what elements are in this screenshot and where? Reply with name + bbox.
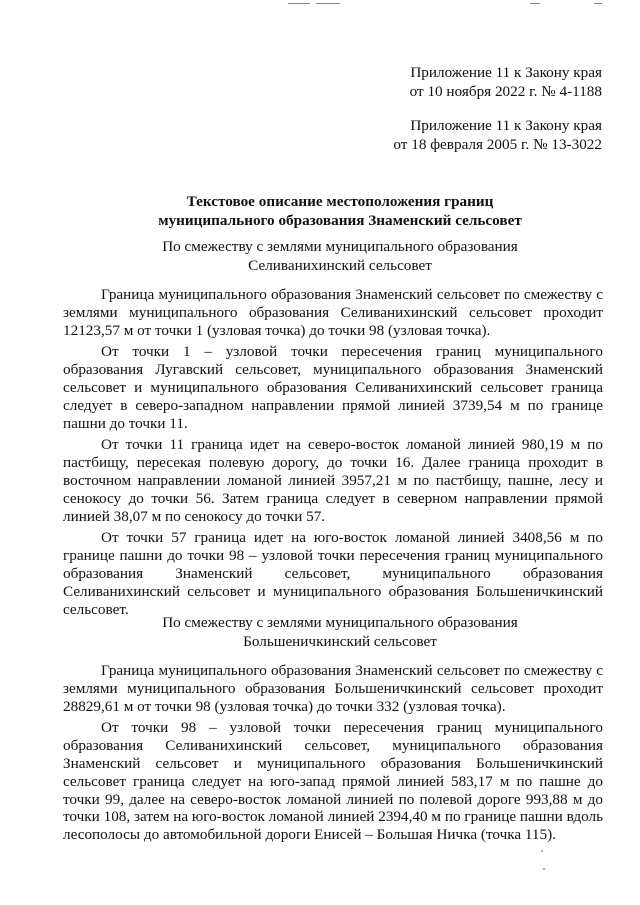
appendix-original-reference: [342, 116, 602, 154]
body-paragraph: От точки 98 – узловой точки пересечения границ муниципального образования Селиванихинский сельсовет, муниципального образования Знаменский сельсовет и муниципального образования Большеничкинский сельсовет граница следует на юго-запад прямой линией 583,17 м по пашне до точки 99, далее на северо-восток ломаной линией по полевой дороге 993,88 м до точки 108, затем на юго-восток ломаной линией 2394,40 м по границе пашни вдоль лесополосы до автомобильной дороги Енисей – Большая Ничка (точка 115).: [63, 719, 603, 844]
scan-dot: [541, 850, 543, 852]
scan-mark: [288, 3, 310, 4]
scan-dot: [543, 868, 545, 870]
body-paragraph: От точки 11 граница идет на северо-восток ломаной линией 980,19 м по пастбищу, пересекая полевую дорогу, до точки 16. Далее граница проходит в восточном направлении ломаной линией 3957,21 м по пастбищу, пашне, лесу и сенокосу до точки 56. Затем граница следует в северном направлении прямой линией 38,07 м по сенокосу до точки 57.: [63, 436, 603, 525]
section-heading-line2: Большеничкинский сельсовет: [243, 633, 437, 650]
section-heading-line1: По смежеству с землями муниципального образования: [162, 238, 518, 255]
appendix-original-line1: Приложение 11 к Закону края: [410, 117, 602, 134]
appendix-current-line1: Приложение 11 к Закону края: [410, 64, 602, 81]
scan-mark: [594, 3, 602, 4]
body-paragraph: Граница муниципального образования Знаменский сельсовет по смежеству с землями муниципального образования Большеничкинский сельсовет проходит 28829,61 м от точки 98 (узловая точка) до точки 332 (узловая точка).: [63, 662, 603, 715]
document-title-line1: Текстовое описание местоположения границ: [186, 193, 494, 210]
scan-artifacts: [0, 0, 640, 10]
section-body-selivanikhinsky: [63, 286, 603, 622]
body-paragraph: От точки 1 – узловой точки пересечения границ муниципального образования Лугавский сельсовет, муниципального образования Знаменский сельсовет и муниципального образования Селиванихинский сельсовет граница следует в северо-западном направлении прямой линией 3739,54 м по границе пашни до точки 11.: [63, 343, 603, 432]
document-title: [60, 192, 620, 230]
appendix-original-line2: от 18 февраля 2005 г. № 13-3022: [393, 136, 602, 153]
section-heading-bolshenichkinsky: [60, 613, 620, 651]
section-body-bolshenichkinsky: [63, 662, 603, 848]
section-heading-line1: По смежеству с землями муниципального образования: [162, 614, 518, 631]
scan-mark: [316, 3, 340, 4]
body-paragraph: От точки 57 граница идет на юго-восток ломаной линией 3408,56 м по границе пашни до точки 98 – узловой точки пересечения границ муниципального образования Знаменский сельсовет, муниципального образования Селиванихинский сельсовет и муниципального образования Большеничкинский сельсовет.: [63, 529, 603, 618]
scan-mark: [530, 3, 540, 4]
section-heading-line2: Селиванихинский сельсовет: [248, 257, 432, 274]
body-paragraph: Граница муниципального образования Знаменский сельсовет по смежеству с землями муниципального образования Селиванихинский сельсовет проходит 12123,57 м от точки 1 (узловая точка) до точки 98 (узловая точка).: [63, 286, 603, 339]
section-heading-selivanikhinsky: [60, 237, 620, 275]
appendix-current-reference: [342, 63, 602, 101]
appendix-current-line2: от 10 ноября 2022 г. № 4-1188: [409, 83, 602, 100]
document-title-line2: муниципального образования Знаменский сельсовет: [158, 212, 522, 229]
